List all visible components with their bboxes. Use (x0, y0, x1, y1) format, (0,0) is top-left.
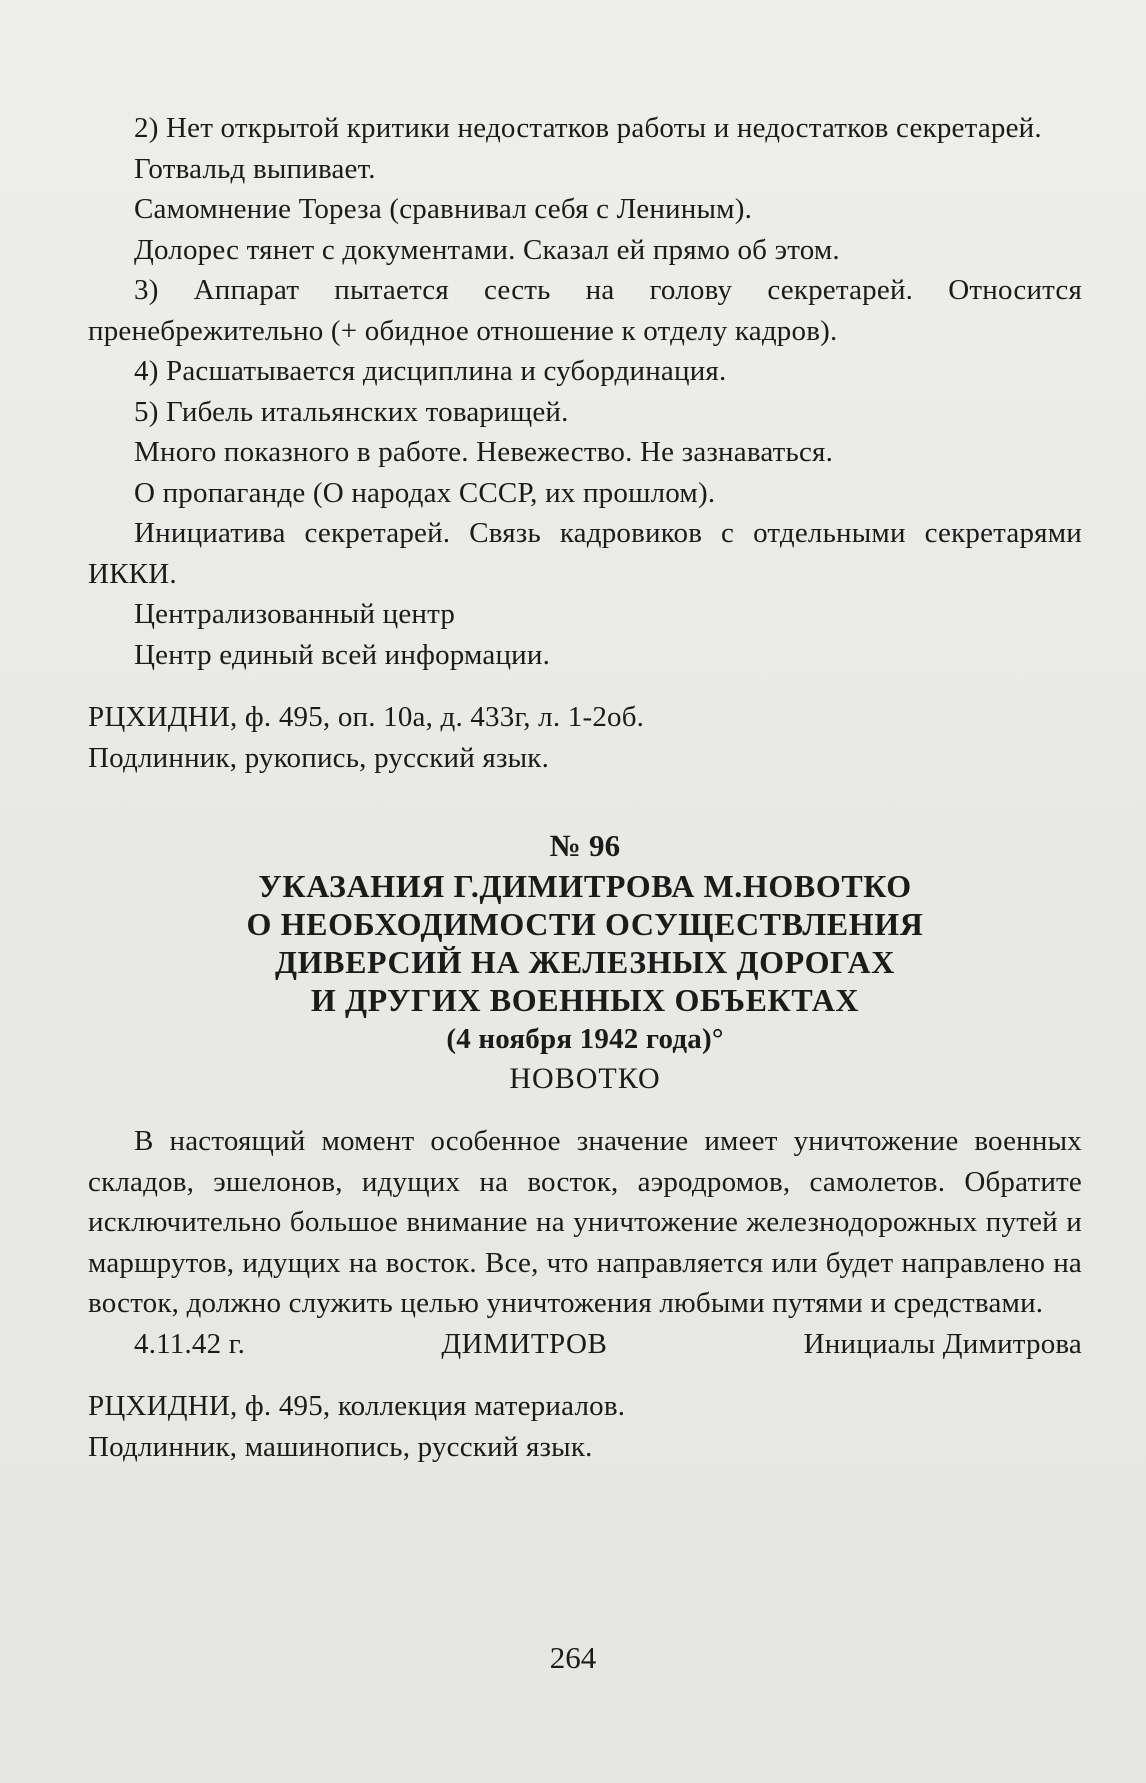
document-title-line: УКАЗАНИЯ Г.ДИМИТРОВА М.НОВОТКО (258, 867, 912, 904)
document-title-line: О НЕОБХОДИМОСТИ ОСУЩЕСТВЛЕНИЯ (246, 905, 924, 942)
note-paragraph: 5) Гибель итальянских товарищей. (134, 395, 569, 428)
note-paragraph: Центр единый всей информации. (134, 638, 551, 671)
archive-format: Подлинник, рукопись, русский язык. (88, 741, 550, 774)
document-body: В настоящий момент особенное значение имеет уничтожение военных складов, эшелонов, идущих на восток, аэродромов, самолетов. Обратите исключительно большое внимание на уничтожение железнодорожных путей и маршрутов, идущих на восток. Все, что направляется или будет направлено на восток, должно служить целью уничтожения любыми путями и средствами. (88, 1125, 1082, 1319)
document-title-line: И ДРУГИХ ВОЕННЫХ ОБЪЕКТАХ (310, 981, 860, 1018)
page-text (88, 108, 1082, 1467)
document-title-line: ДИВЕРСИЙ НА ЖЕЛЕЗНЫХ ДОРОГАХ (275, 943, 895, 980)
signature-date: 4.11.42 г. (134, 1327, 246, 1360)
note-paragraph: Готвальд выпивает. (134, 152, 376, 185)
note-paragraph: Много показного в работе. Невежество. Не зазнаваться. (134, 436, 834, 468)
document-number: № 96 (549, 828, 621, 863)
signature-line (88, 1324, 1082, 1365)
note-paragraph: Самомнение Тореза (сравнивал себя с Лениным). (134, 193, 753, 225)
signature-name: ДИМИТРОВ (441, 1327, 608, 1360)
note-paragraph: Инициатива секретарей. Связь кадровиков с отдельными секретарями ИККИ. (88, 517, 1082, 590)
signature-note: Инициалы Димитрова (803, 1327, 1082, 1360)
archive-format: Подлинник, машинопись, русский язык. (88, 1430, 593, 1463)
note-paragraph: Централизованный центр (134, 598, 456, 630)
document-addressee: НОВОТКО (509, 1061, 661, 1095)
note-paragraph: О пропаганде (О народах СССР, их прошлом). (134, 476, 716, 509)
page-number: 264 (549, 1640, 597, 1675)
archive-reference: РЦХИДНИ, ф. 495, коллекция материалов. (88, 1390, 626, 1422)
archive-reference: РЦХИДНИ, ф. 495, оп. 10а, д. 433г, л. 1-2об. (88, 701, 645, 733)
note-paragraph: 4) Расшатывается дисциплина и субординация. (134, 355, 727, 387)
note-paragraph: 2) Нет открытой критики недостатков работы и недостатков секретарей. (134, 112, 1042, 144)
note-paragraph: Долорес тянет с документами. Сказал ей прямо об этом. (134, 233, 840, 266)
note-paragraph: 3) Аппарат пытается сесть на голову секретарей. Относится пренебрежительно (+ обидное отношение к отделу кадров). (88, 274, 1082, 347)
document-date: (4 ноября 1942 года)° (446, 1022, 724, 1055)
